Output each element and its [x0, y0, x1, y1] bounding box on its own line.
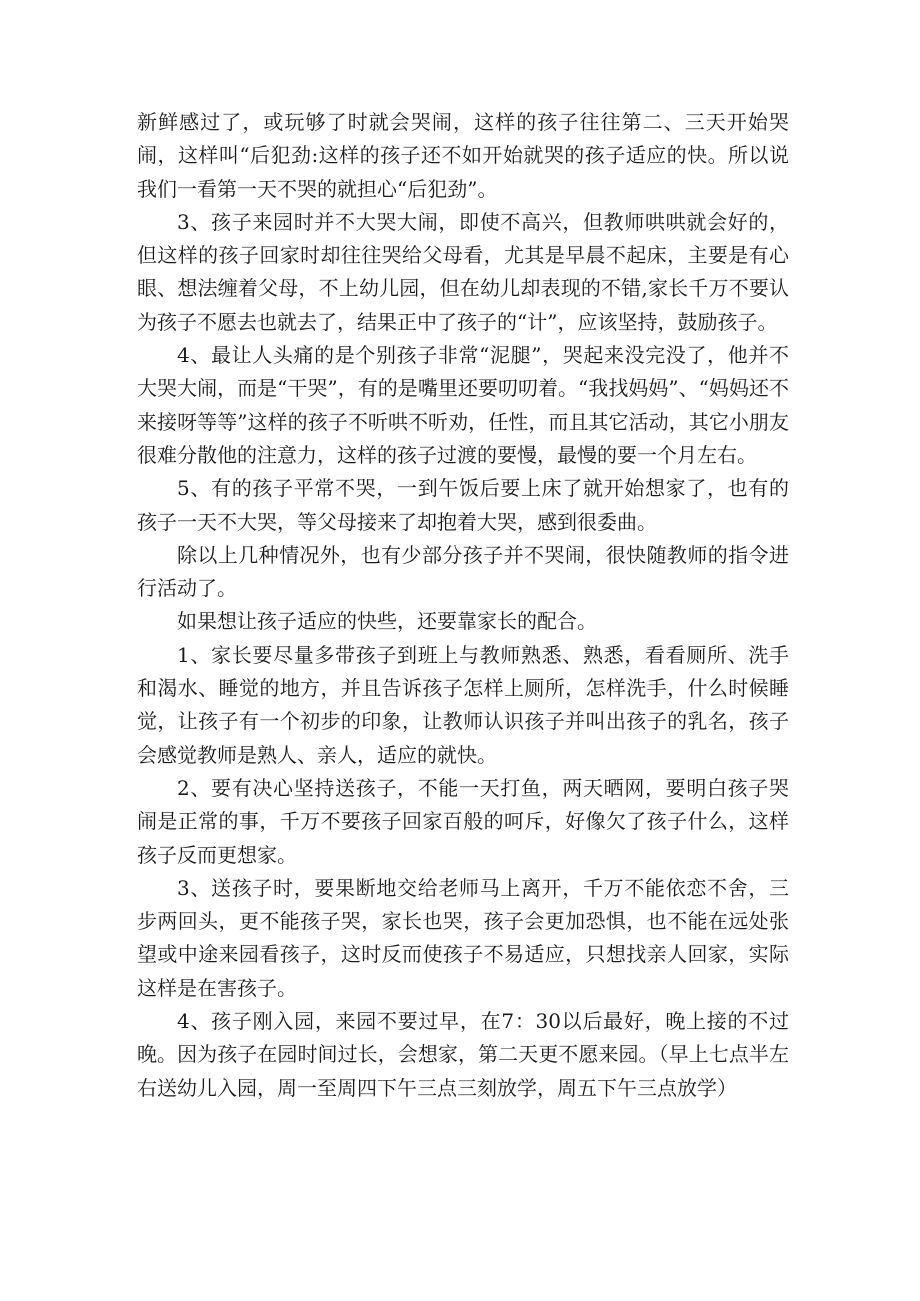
paragraph-9: 3、送孩子时，要果断地交给老师马上离开，千万不能依恋不舍，三步两回头，更不能孩子哭，家长也哭，孩子会更加恐惧，也不能在远处张望或中途来园看孩子，这时反而使孩子不易适应，只想找亲人回家，实际这样是在害孩子。	[137, 875, 789, 1000]
paragraph-2: 3、孩子来园时并不大哭大闹，即使不高兴，但教师哄哄就会好的，但这样的孩子回家时却往往哭给父母看，尤其是早晨不起床，主要是有心眼、想法缠着父母，不上幼儿园，但在幼儿却表现的不错,家长千万不要认为孩子不愿去也就去了，结果正中了孩子的“计”，应该坚持，鼓励孩子。	[137, 209, 789, 334]
paragraph-7: 1、家长要尽量多带孩子到班上与教师熟悉、熟悉，看看厕所、洗手和渴水、睡觉的地方，并且告诉孩子怎样上厕所，怎样洗手，什么时候睡觉，让孩子有一个初步的印象，让教师认识孩子并叫出孩子的乳名，孩子会感觉教师是熟人、亲人，适应的就快。	[137, 642, 789, 767]
paragraph-8: 2、要有决心坚持送孩子，不能一天打鱼，两天晒网，要明白孩子哭闹是正常的事，千万不要孩子回家百般的呵斥，好像欠了孩子什么，这样孩子反而更想家。	[137, 775, 789, 867]
paragraph-6: 如果想让孩子适应的快些，还要靠家长的配合。	[177, 609, 597, 634]
paragraph-10: 4、孩子刚入园，来园不要过早，在7：30以后最好，晚上接的不过晚。因为孩子在园时间过长，会想家，第二天更不愿来园。（早上七点半左右送幼儿入园，周一至周四下午三点三刻放学，周五下午三点放学）	[137, 1009, 789, 1100]
paragraph-1: 新鲜感过了，或玩够了时就会哭闹，这样的孩子往往第二、三天开始哭闹，这样叫“后犯劲:这样的孩子还不如开始就哭的孩子适应的快。所以说我们一看第一天不哭的就担心“后犯劲”。	[137, 110, 789, 201]
paragraph-4: 5、有的孩子平常不哭，一到午饭后要上床了就开始想家了，也有的孩子一天不大哭，等父母接来了却抱着大哭，感到很委曲。	[137, 476, 789, 534]
paragraph-5: 除以上几种情况外，也有少部分孩子并不哭闹，很快随教师的指令进行活动了。	[137, 542, 789, 601]
document-body	[137, 106, 789, 1105]
paragraph-3: 4、最让人头痛的是个别孩子非常“泥腿”，哭起来没完没了，他并不大哭大闹，而是“干哭”，有的是嘴里还要叨叨着。“我找妈妈”、“妈妈还不来接呀等等”这样的孩子不听哄不听劝，任性，而且其它活动，其它小朋友很难分散他的注意力，这样的孩子过渡的要慢，最慢的要一个月左右。	[137, 343, 789, 467]
